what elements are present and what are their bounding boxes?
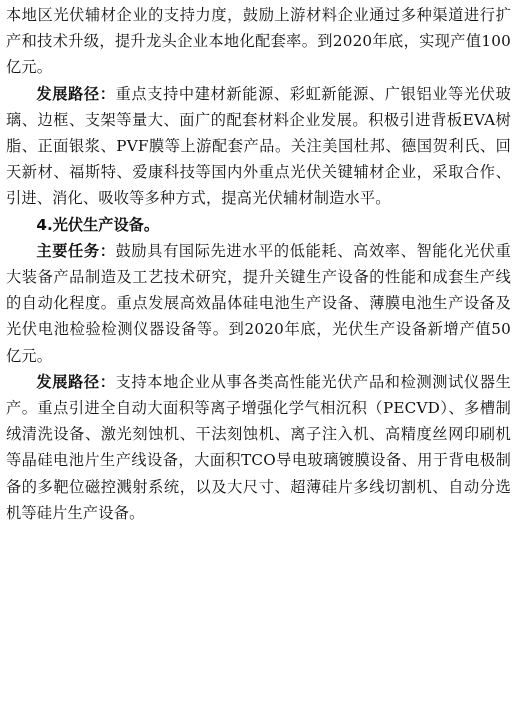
- paragraph-text: 本地区光伏辅材企业的支持力度，鼓励上游材料企业通过多种渠道进行扩产和技术升级，提升龙头企业本地化配套率。到2020年底，实现产值100亿元。: [6, 6, 511, 77]
- body-paragraph: [6, 369, 511, 526]
- body-paragraph: [6, 81, 511, 212]
- body-paragraph: [6, 238, 511, 369]
- body-paragraph: [6, 2, 511, 81]
- paragraph-text: 支持本地企业从事各类高性能光伏产品和检测测试仪器生产。重点引进全自动大面积等离子增强化学气相沉积（PECVD）、多槽制绒清洗设备、激光刻蚀机、干法刻蚀机、离子注入机、高精度丝网印刷机等晶硅电池片生产线设备，大面积TCO导电玻璃镀膜设备、用于背电极制备的多靶位磁控溅射系统，以及大尺寸、超薄硅片多线切割机、自动分选机等硅片生产设备。: [6, 372, 512, 522]
- paragraph-text: 鼓励具有国际先进水平的低能耗、高效率、智能化光伏重大装备产品制造及工艺技术研究，提升关键生产设备的性能和成套生产线的自动化程度。重点发展高效晶体硅电池生产设备、薄膜电池生产设备及光伏电池检验检测仪器设备等。到2020年底，光伏生产设备新增产值50亿元。: [6, 241, 512, 365]
- paragraph-lead: 发展路径：: [36, 84, 116, 103]
- paragraph-lead: 发展路径：: [36, 372, 116, 391]
- section-heading: 4.光伏生产设备。: [36, 215, 160, 234]
- paragraph-lead: 主要任务：: [36, 241, 116, 260]
- paragraph-text: 重点支持中建材新能源、彩虹新能源、广银铝业等光伏玻璃、边框、支架等量大、面广的配套材料企业发展。积极引进背板EVA树脂、正面银浆、PVF膜等上游配套产品。关注美国杜邦、德国贺利氏、回天新材、福斯特、爱康科技等国内外重点光伏关键辅材企业，采取合作、引进、消化、吸收等多种方式，提高光伏辅材制造水平。: [6, 84, 512, 208]
